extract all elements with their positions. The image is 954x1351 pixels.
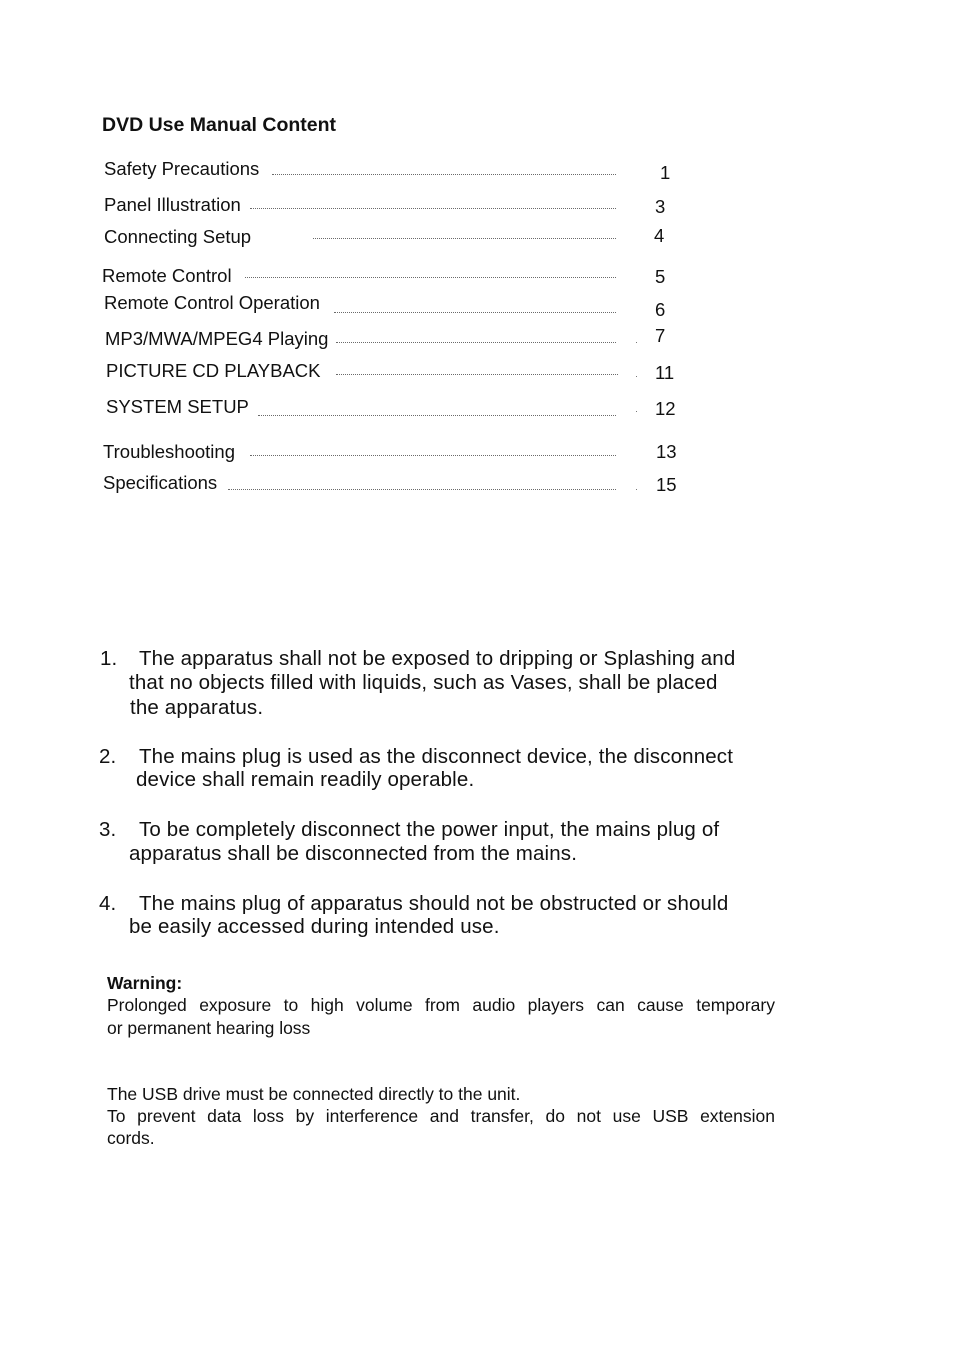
toc-leader-dots xyxy=(272,174,616,175)
note-line: that no objects filled with liquids, such as Vases, shall be placed xyxy=(129,671,718,694)
toc-entry-label: Safety Precautions xyxy=(104,158,260,179)
note-number: 2. xyxy=(99,745,117,768)
note-line: device shall remain readily operable. xyxy=(136,768,475,791)
toc-leader-dots xyxy=(250,208,616,209)
note-number: 4. xyxy=(99,892,117,915)
note-number: 3. xyxy=(99,818,117,841)
toc-entry-page: 3 xyxy=(655,196,666,217)
usb-line: The USB drive must be connected directly to the unit. xyxy=(107,1084,521,1104)
toc-entry-label: Remote Control xyxy=(102,265,232,286)
note-number: 1. xyxy=(100,647,118,670)
note-line: the apparatus. xyxy=(130,696,264,719)
toc-entry-label: Troubleshooting xyxy=(103,441,235,462)
toc-entry-page: 6 xyxy=(655,299,666,320)
toc-entry-label: Specifications xyxy=(103,472,218,493)
note-line: The apparatus shall not be exposed to dripping or Splashing and xyxy=(139,647,736,670)
warning-line: or permanent hearing loss xyxy=(107,1018,311,1038)
stray-mark xyxy=(636,489,637,490)
warning-line: Prolonged exposure to high volume from audio players can cause temporary xyxy=(107,995,775,1015)
toc-entry-page: 5 xyxy=(655,266,666,287)
note-line: The mains plug of apparatus should not be obstructed or should xyxy=(139,892,729,915)
toc-entry-label: Connecting Setup xyxy=(104,226,252,247)
toc-leader-dots xyxy=(313,238,616,239)
toc-title: DVD Use Manual Content xyxy=(102,114,337,136)
toc-leader-dots xyxy=(250,455,616,456)
toc-entry-label: Panel Illustration xyxy=(104,194,241,215)
toc-entry-label: MP3/MWA/MPEG4 Playing xyxy=(105,328,329,349)
toc-entry-page: 7 xyxy=(655,325,666,346)
note-line: be easily accessed during intended use. xyxy=(129,915,500,938)
usb-line: To prevent data loss by interference and transfer, do not use USB extension xyxy=(107,1106,775,1126)
note-line: apparatus shall be disconnected from the mains. xyxy=(129,842,578,865)
toc-entry-label: PICTURE CD PLAYBACK xyxy=(106,360,321,381)
toc-entry-page: 13 xyxy=(656,441,677,462)
toc-leader-dots xyxy=(336,342,616,343)
toc-leader-dots xyxy=(245,277,616,278)
toc-entry-page: 15 xyxy=(656,474,677,495)
toc-leader-dots xyxy=(228,489,616,490)
toc-leader-dots xyxy=(336,374,618,375)
toc-entry-label: SYSTEM SETUP xyxy=(106,396,249,417)
stray-mark xyxy=(636,342,637,343)
toc-entry-page: 4 xyxy=(654,225,665,246)
toc-entry-page: 11 xyxy=(655,362,675,383)
stray-mark xyxy=(636,411,637,412)
toc-leader-dots xyxy=(334,312,616,313)
toc-entry-page: 1 xyxy=(660,162,671,183)
warning-title: Warning: xyxy=(107,973,183,993)
stray-mark xyxy=(636,376,637,377)
note-line: To be completely disconnect the power input, the mains plug of xyxy=(139,818,720,841)
note-line: The mains plug is used as the disconnect device, the disconnect xyxy=(139,745,734,768)
usb-line: cords. xyxy=(107,1128,155,1148)
toc-entry-page: 12 xyxy=(655,398,676,419)
toc-entry-label: Remote Control Operation xyxy=(104,292,320,313)
toc-leader-dots xyxy=(258,415,616,416)
